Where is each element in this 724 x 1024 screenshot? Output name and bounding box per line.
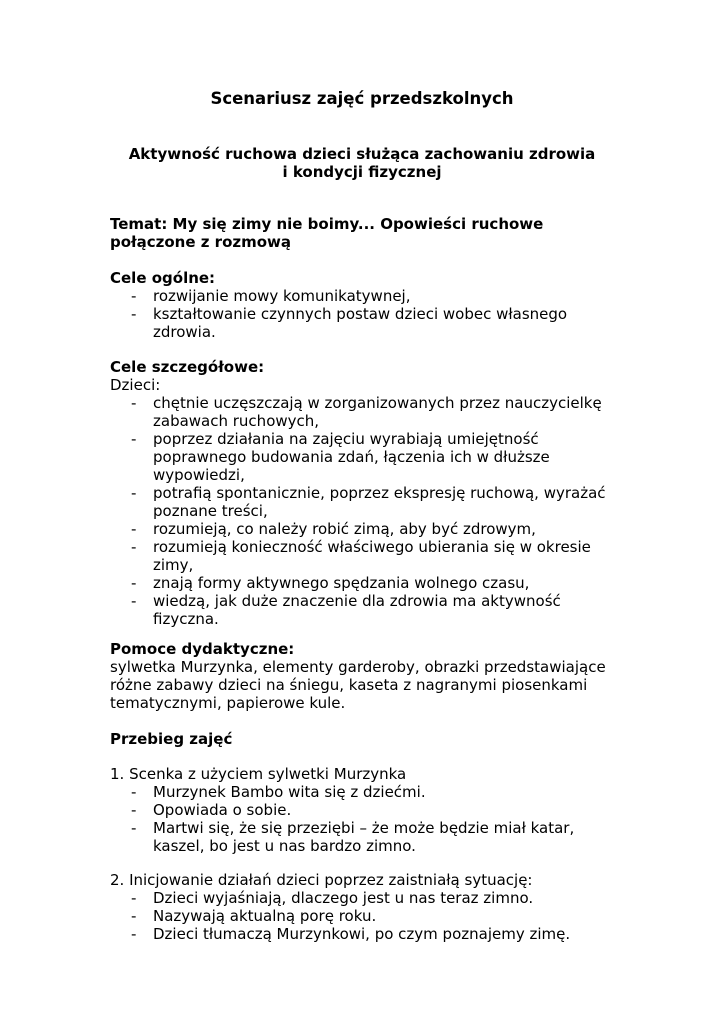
- dash-marker: -: [131, 287, 137, 305]
- dash-marker: -: [131, 819, 137, 837]
- list-item: [110, 430, 610, 484]
- list-item: [110, 889, 610, 907]
- lesson-flow-section: [110, 730, 610, 748]
- dash-marker: -: [131, 305, 137, 323]
- list-item: [110, 484, 610, 520]
- topic-section: [110, 215, 610, 251]
- list-item: [110, 538, 610, 574]
- list-item-line: rozwijanie mowy komunikatywnej,: [153, 287, 411, 305]
- section-heading: Cele ogólne:: [110, 269, 216, 287]
- list-item-line: zabawach ruchowych,: [153, 412, 320, 430]
- dash-marker: -: [131, 925, 137, 943]
- list-item-line: wiedzą, jak duże znaczenie dla zdrowia ma aktywność: [153, 592, 561, 610]
- dash-marker: -: [131, 484, 137, 502]
- topic-line: połączone z rozmową: [110, 233, 292, 251]
- subtitle-line: Aktywność ruchowa dzieci służąca zachowaniu zdrowia: [128, 145, 596, 163]
- dash-marker: -: [131, 574, 137, 592]
- step-items: [110, 889, 610, 943]
- list-item-line: wypowiedzi,: [153, 466, 245, 484]
- dash-marker: -: [131, 592, 137, 610]
- dash-marker: -: [131, 394, 137, 412]
- list-item-line: rozumieją, co należy robić zimą, aby być zdrowym,: [153, 520, 536, 538]
- list-item-line: poprzez działania na zajęciu wyrabiają umiejętność: [153, 430, 539, 448]
- section-heading: Cele szczegółowe:: [110, 358, 265, 376]
- list-item: [110, 520, 610, 538]
- lesson-step: [110, 871, 610, 943]
- general-goals-list: [110, 287, 610, 341]
- list-item-line: kształtowanie czynnych postaw dzieci wobec własnego: [153, 305, 568, 323]
- list-item: [110, 925, 610, 943]
- teaching-aids-section: [110, 640, 610, 712]
- list-item: [110, 819, 610, 855]
- dash-marker: -: [131, 783, 137, 801]
- dash-marker: -: [131, 907, 137, 925]
- list-item-line: kaszel, bo jest u nas bardzo zimno.: [153, 837, 416, 855]
- list-item-line: fizyczna.: [153, 610, 219, 628]
- list-item-line: Dzieci wyjaśniają, dlaczego jest u nas teraz zimno.: [153, 889, 534, 907]
- document-subtitle: [110, 145, 614, 181]
- list-item-line: Martwi się, że się przeziębi – że może będzie miał katar,: [153, 819, 575, 837]
- list-item: [110, 394, 610, 430]
- lesson-step: [110, 765, 610, 855]
- dash-marker: -: [131, 801, 137, 819]
- list-item-line: Murzynek Bambo wita się z dziećmi.: [153, 783, 426, 801]
- specific-goals-list: [110, 394, 610, 628]
- list-item: [110, 287, 610, 305]
- list-item-line: Dzieci tłumaczą Murzynkowi, po czym poznajemy zimę.: [153, 925, 571, 943]
- section-heading: Przebieg zajęć: [110, 730, 233, 748]
- aids-line: różne zabawy dzieci na śniegu, kaseta z nagranymi piosenkami: [110, 676, 588, 694]
- list-item-line: poznane treści,: [153, 502, 268, 520]
- list-item-line: zdrowia.: [153, 323, 216, 341]
- list-item-line: poprawnego budowania zdań, łączenia ich w dłuższe: [153, 448, 550, 466]
- section-heading: Pomoce dydaktyczne:: [110, 640, 295, 658]
- list-item: [110, 783, 610, 801]
- list-item-line: rozumieją konieczność właściwego ubierania się w okresie: [153, 538, 591, 556]
- step-label: 1. Scenka z użyciem sylwetki Murzynka: [110, 765, 407, 783]
- aids-line: sylwetka Murzynka, elementy garderoby, obrazki przedstawiające: [110, 658, 606, 676]
- list-item-line: potrafią spontanicznie, poprzez ekspresję ruchową, wyrażać: [153, 484, 606, 502]
- list-item-line: Opowiada o sobie.: [153, 801, 292, 819]
- goals-intro: Dzieci:: [110, 376, 161, 394]
- dash-marker: -: [131, 538, 137, 556]
- dash-marker: -: [131, 430, 137, 448]
- list-item: [110, 592, 610, 628]
- specific-goals-section: [110, 358, 610, 628]
- list-item-line: chętnie uczęszczają w zorganizowanych przez nauczycielkę: [153, 394, 602, 412]
- list-item-line: znają formy aktywnego spędzania wolnego czasu,: [153, 574, 530, 592]
- list-item: [110, 574, 610, 592]
- list-item-line: zimy,: [153, 556, 194, 574]
- list-item-line: Nazywają aktualną porę roku.: [153, 907, 377, 925]
- dash-marker: -: [131, 520, 137, 538]
- dash-marker: -: [131, 889, 137, 907]
- topic-line: Temat: My się zimy nie boimy... Opowieści ruchowe: [110, 215, 544, 233]
- aids-line: tematycznymi, papierowe kule.: [110, 694, 346, 712]
- list-item: [110, 305, 610, 341]
- list-item: [110, 801, 610, 819]
- list-item: [110, 907, 610, 925]
- subtitle-line: i kondycji fizycznej: [282, 163, 442, 181]
- step-label: 2. Inicjowanie działań dzieci poprzez zaistniałą sytuację:: [110, 871, 533, 889]
- step-items: [110, 783, 610, 855]
- document-title: Scenariusz zajęć przedszkolnych: [210, 89, 514, 108]
- general-goals-section: [110, 269, 610, 341]
